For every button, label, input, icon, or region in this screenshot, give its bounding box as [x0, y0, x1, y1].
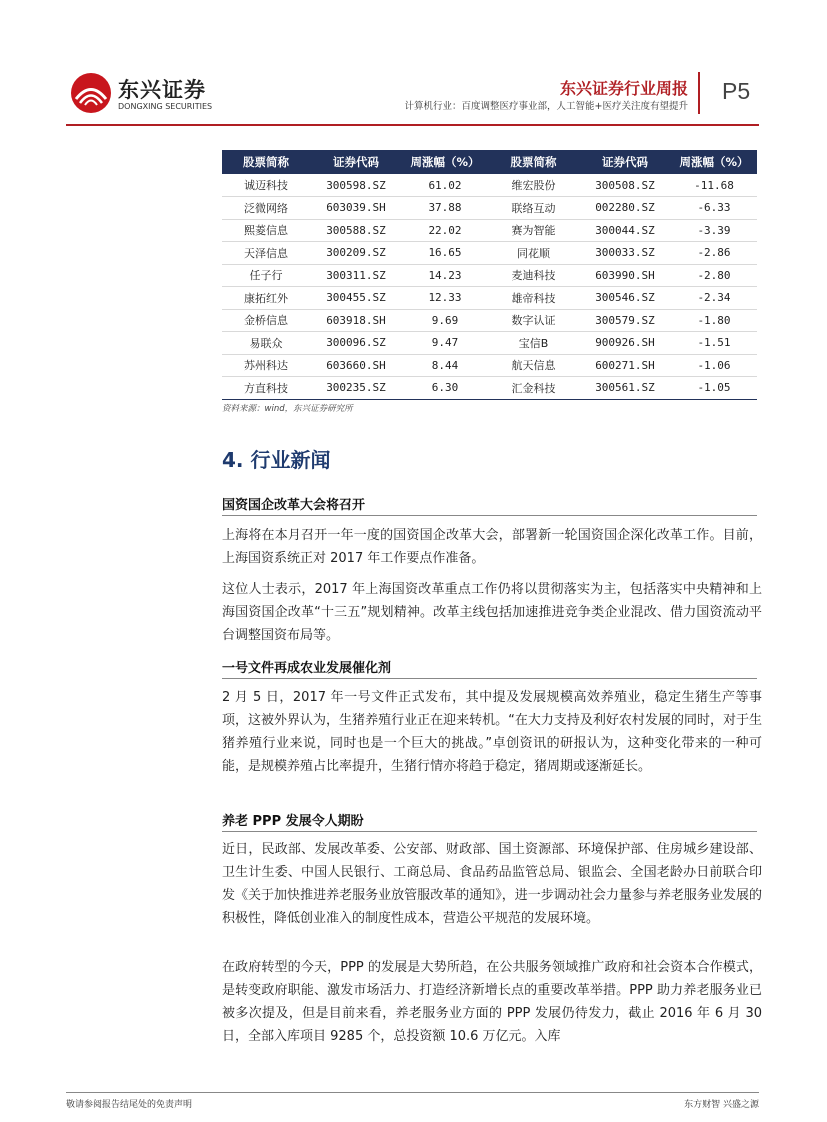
weekly-change: 61.02 — [402, 174, 488, 197]
table-row — [222, 354, 757, 377]
news-title-rule — [222, 515, 757, 516]
stock-code: 300588.SZ — [310, 219, 402, 242]
stock-code: 603918.SH — [310, 309, 402, 332]
column-header: 周涨幅（%） — [402, 150, 488, 174]
column-header: 证券代码 — [579, 150, 671, 174]
table-row — [222, 332, 757, 355]
stock-name: 苏州科达 — [222, 354, 310, 377]
footer-rule — [66, 1092, 759, 1093]
stock-name: 麦迪科技 — [488, 264, 579, 287]
stock-code: 603039.SH — [310, 197, 402, 220]
stock-code: 002280.SZ — [579, 197, 671, 220]
news-paragraph: 上海将在本月召开一年一度的国资国企改革大会，部署新一轮国资国企深化改革工作。目前，上海国资系统正对 2017 年工作要点作准备。 — [222, 528, 762, 566]
stock-name: 赛为智能 — [488, 219, 579, 242]
table-row — [222, 174, 757, 197]
news-title: 国资国企改革大会将召开 — [222, 498, 366, 513]
stock-code: 300311.SZ — [310, 264, 402, 287]
stock-name: 维宏股份 — [488, 174, 579, 197]
stock-name: 汇金科技 — [488, 377, 579, 400]
stock-name: 天泽信息 — [222, 242, 310, 265]
table-row — [222, 377, 757, 400]
stock-code: 300561.SZ — [579, 377, 671, 400]
stock-code: 300508.SZ — [579, 174, 671, 197]
column-header: 股票简称 — [222, 150, 310, 174]
logo-text-en: DONGXING SECURITIES — [118, 102, 213, 111]
stock-name: 易联众 — [222, 332, 310, 355]
news-paragraph: 在政府转型的今天，PPP 的发展是大势所趋，在公共服务领域推广政府和社会资本合作模式，是转变政府职能、激发市场活力、打造经济新增长点的重要改革举措。PPP 助力养老服务业已被多次提及，但是目前来看，养老服务业方面的 PPP 发展仍待发力，截止 2016 年 6 月 30 日，全部入库项目 9285 个，总投资额 10.6 万亿元。入库 — [222, 960, 762, 1044]
weekly-change: 37.88 — [402, 197, 488, 220]
report-title: 东兴证券行业周报 — [559, 79, 688, 98]
weekly-change: 22.02 — [402, 219, 488, 242]
table-row — [222, 197, 757, 220]
weekly-change: -3.39 — [671, 219, 757, 242]
stock-code: 900926.SH — [579, 332, 671, 355]
footer-disclaimer: 敬请参阅报告结尾处的免责声明 — [66, 1100, 193, 1110]
header-divider — [698, 72, 700, 114]
weekly-change: 9.47 — [402, 332, 488, 355]
column-header: 周涨幅（%） — [671, 150, 757, 174]
logo-text-cn: 东兴证券 — [118, 78, 206, 102]
header-rule — [66, 124, 759, 126]
stock-name: 任子行 — [222, 264, 310, 287]
stock-code: 300598.SZ — [310, 174, 402, 197]
stock-name: 宝信B — [488, 332, 579, 355]
news-paragraph: 2 月 5 日，2017 年一号文件正式发布，其中提及发展规模高效养殖业，稳定生猪生产等事项，这被外界认为，生猪养殖行业正在迎来转机。“在大力支持及利好农村发展的同时，对于生猪养殖行业来说，同时也是一个巨大的挑战。”卓创资讯的研报认为，这种变化带来的一种可能，是规模养殖占比率提升，生猪行情亦将趋于稳定，猪周期或逐渐延长。 — [222, 690, 762, 774]
stock-name: 诚迈科技 — [222, 174, 310, 197]
stock-code: 300455.SZ — [310, 287, 402, 310]
stock-code: 600271.SH — [579, 354, 671, 377]
weekly-change: 12.33 — [402, 287, 488, 310]
stock-name: 同花顺 — [488, 242, 579, 265]
weekly-change: -11.68 — [671, 174, 757, 197]
stock-code: 300044.SZ — [579, 219, 671, 242]
stock-name: 雄帝科技 — [488, 287, 579, 310]
column-header: 证券代码 — [310, 150, 402, 174]
stock-name: 航天信息 — [488, 354, 579, 377]
news-paragraph: 这位人士表示，2017 年上海国资改革重点工作仍将以贯彻落实为主，包括落实中央精神和上海国资国企改革“十三五”规划精神。改革主线包括加速推进竞争类企业混改、借力国资流动平台调整国资布局等。 — [222, 582, 762, 643]
table-source-note: 资料来源：wind，东兴证券研究所 — [222, 404, 353, 414]
stock-code: 300235.SZ — [310, 377, 402, 400]
stock-code: 300546.SZ — [579, 287, 671, 310]
stock-code: 300033.SZ — [579, 242, 671, 265]
weekly-change: -2.34 — [671, 287, 757, 310]
news-title-rule — [222, 678, 757, 679]
company-logo — [70, 70, 213, 120]
column-header: 股票简称 — [488, 150, 579, 174]
table-row — [222, 287, 757, 310]
stock-name: 熙菱信息 — [222, 219, 310, 242]
news-title-rule — [222, 831, 757, 832]
weekly-change: 14.23 — [402, 264, 488, 287]
report-subtitle: 计算机行业：百度调整医疗事业部，人工智能+医疗关注度有望提升 — [404, 101, 688, 112]
news-title: 养老 PPP 发展令人期盼 — [222, 814, 364, 829]
weekly-change: 9.69 — [402, 309, 488, 332]
stock-code: 300209.SZ — [310, 242, 402, 265]
weekly-change: -1.51 — [671, 332, 757, 355]
weekly-change: 6.30 — [402, 377, 488, 400]
table-row — [222, 219, 757, 242]
stock-name: 金桥信息 — [222, 309, 310, 332]
stock-code: 300096.SZ — [310, 332, 402, 355]
dongxing-logo-icon — [70, 72, 112, 114]
weekly-change: -1.80 — [671, 309, 757, 332]
stock-name: 泛微网络 — [222, 197, 310, 220]
weekly-change: -1.06 — [671, 354, 757, 377]
stock-code: 603990.SH — [579, 264, 671, 287]
weekly-change: -6.33 — [671, 197, 757, 220]
stock-code: 300579.SZ — [579, 309, 671, 332]
stock-name: 康拓红外 — [222, 287, 310, 310]
weekly-change: 16.65 — [402, 242, 488, 265]
footer-slogan: 东方财智 兴盛之源 — [684, 1100, 759, 1110]
stock-code: 603660.SH — [310, 354, 402, 377]
stock-name: 数字认证 — [488, 309, 579, 332]
weekly-change: -2.86 — [671, 242, 757, 265]
stock-name: 联络互动 — [488, 197, 579, 220]
weekly-change: 8.44 — [402, 354, 488, 377]
weekly-change: -2.80 — [671, 264, 757, 287]
news-paragraph: 近日，民政部、发展改革委、公安部、财政部、国土资源部、环境保护部、住房城乡建设部、卫生计生委、中国人民银行、工商总局、食品药品监管总局、银监会、全国老龄办日前联合印发《关于加快推进养老服务业放管服改革的通知》，进一步调动社会力量参与养老服务业发展的积极性，降低创业准入的制度性成本，营造公平规范的发展环境。 — [222, 842, 762, 926]
stock-name: 方直科技 — [222, 377, 310, 400]
table-header-row — [222, 150, 757, 174]
table-row — [222, 264, 757, 287]
section-heading: 4. 行业新闻 — [222, 448, 331, 472]
page-number: P5 — [722, 78, 751, 104]
table-row — [222, 309, 757, 332]
weekly-change: -1.05 — [671, 377, 757, 400]
table-row — [222, 242, 757, 265]
stock-change-table — [222, 150, 757, 400]
news-title: 一号文件再成农业发展催化剂 — [222, 661, 392, 676]
